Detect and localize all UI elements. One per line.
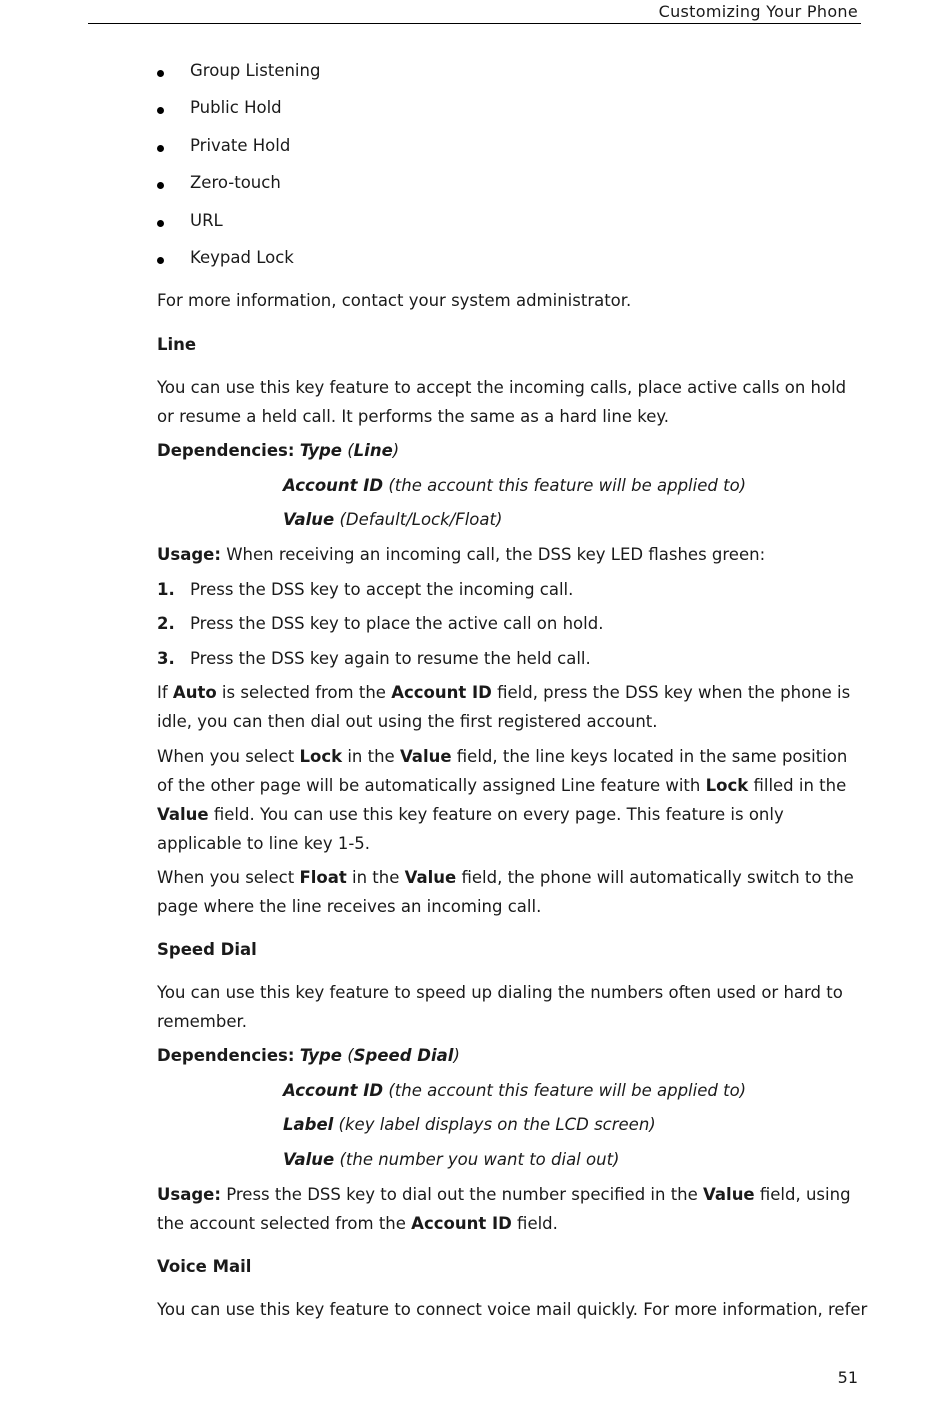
speed-dial-usage: Usage: Press the DSS key to dial out the number specified in the Value field, using the account selected from the Account ID field. [157, 1185, 851, 1233]
line-dep-account: Account ID (the account this feature will be applied to) [283, 476, 747, 495]
speed-dial-dep-value: Value (the number you want to dial out) [283, 1150, 620, 1169]
bullet-icon [157, 182, 164, 189]
line-dependencies: Dependencies: Type (Line) [157, 441, 400, 460]
speed-dial-dep-account: Account ID (the account this feature will be applied to) [283, 1081, 747, 1100]
running-header: Customizing Your Phone [658, 2, 858, 21]
bullet-icon [157, 257, 164, 264]
line-intro: You can use this key feature to accept the incoming calls, place active calls on hold or resume a held call. It performs the same as a hard line key. [157, 378, 847, 426]
line-dep-value: Value (Default/Lock/Float) [283, 510, 503, 529]
more-info-text: For more information, contact your system administrator. [157, 291, 632, 310]
bullet-icon [157, 70, 164, 77]
section-heading-voice-mail: Voice Mail [157, 1257, 252, 1276]
section-heading-speed-dial: Speed Dial [157, 940, 257, 959]
speed-dial-dep-label: Label (key label displays on the LCD screen) [283, 1115, 656, 1134]
line-usage: Usage: When receiving an incoming call, the DSS key LED flashes green: [157, 545, 766, 564]
header-rule [88, 23, 861, 24]
bullet-icon [157, 107, 164, 114]
line-float-paragraph: When you select Float in the Value field, the phone will automatically switch to the page where the line receives an incoming call. [157, 868, 854, 916]
speed-dial-dependencies: Dependencies: Type (Speed Dial) [157, 1046, 460, 1065]
page-number: 51 [837, 1368, 858, 1387]
line-auto-paragraph: If Auto is selected from the Account ID field, press the DSS key when the phone is idle, you can then dial out using the first registered account. [157, 683, 851, 731]
speed-dial-intro: You can use this key feature to speed up dialing the numbers often used or hard to remember. [157, 983, 843, 1031]
line-lock-paragraph: When you select Lock in the Value field, the line keys located in the same position of the other page will be automatically assigned Line feature with Lock filled in the Value field. You can use this key feature on every page. This feature is only applicable to line key 1-5. [157, 747, 848, 853]
voice-mail-intro: You can use this key feature to connect voice mail quickly. For more information, refer [157, 1300, 868, 1319]
section-heading-line: Line [157, 335, 197, 354]
bullet-icon [157, 145, 164, 152]
bullet-icon [157, 220, 164, 227]
